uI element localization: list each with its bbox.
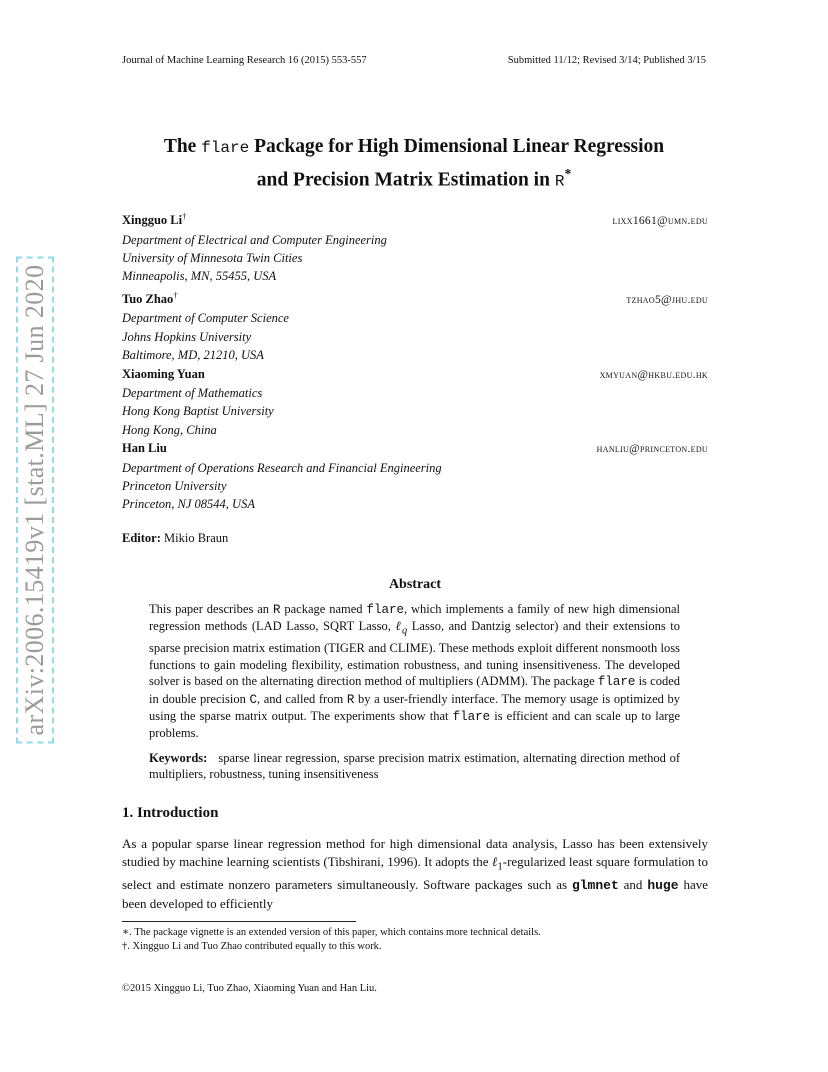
author-email[interactable]: xmyuan@hkbu.edu.hk	[599, 368, 708, 381]
affiliation-line: Department of Computer Science	[122, 311, 289, 326]
title-package-name: flare	[201, 139, 250, 157]
affiliation-line: Johns Hopkins University	[122, 329, 252, 344]
author-name: Han Liu	[122, 441, 167, 456]
author-entry	[122, 439, 708, 514]
copyright-line: ©2015 Xingguo Li, Tuo Zhao, Xiaoming Yuan and Han Liu.	[122, 983, 377, 994]
affiliation-line: Baltimore, MD, 21210, USA	[122, 348, 264, 363]
editor-name: Mikio Braun	[164, 531, 229, 545]
footnote-2: †. Xingguo Li and Tuo Zhao contributed equally to this work.	[122, 941, 382, 952]
author-footnote-mark: †	[173, 289, 178, 300]
keywords-label: Keywords:	[149, 751, 208, 765]
affiliation-line: Princeton University	[122, 479, 227, 493]
submission-dates: Submitted 11/12; Revised 3/14; Published 3/15	[507, 55, 706, 66]
editor-label: Editor:	[122, 531, 161, 545]
title-line-2: and Precision Matrix Estimation in R*	[256, 166, 572, 191]
author-entry	[122, 286, 708, 365]
author-name: Xingguo Li	[122, 213, 183, 228]
author-email[interactable]: lixx1661@umn.edu	[612, 215, 708, 228]
arxiv-stamp-text: arXiv:2006.15419v1 [stat.ML] 27 Jun 2020	[16, 257, 54, 744]
arxiv-stamp	[14, 254, 56, 746]
affiliation-line: Hong Kong, China	[122, 422, 217, 437]
abstract-heading: Abstract	[388, 577, 442, 592]
huge-package: huge	[647, 878, 679, 894]
affiliation-line: Minneapolis, MN, 55455, USA	[122, 269, 277, 284]
journal-header: Journal of Machine Learning Research 16 (2015) 553-557	[122, 55, 367, 66]
abstract-text: This paper describes an R package named flare, which implements a family of new high dimensional regression methods (LAD Lasso, SQRT Lasso, ℓ$_q$ Lasso, and Dantzig selector) and their extensions to sparse precision matrix estimation (TIGER and CLIME). These methods exploit different nonsmooth loss functions to gain modeling flexibility, estimation robustness, and tuning insensitiveness. The developed solver is based on the alternating direction method of multipliers (ADMM). The package flare is coded in double precision C, and called from R by a user-friendly interface. The memory usage is optimized by using the sparse matrix output. The experiments show that flare is efficient and can scale up to large problems.	[149, 602, 681, 741]
author-email[interactable]: tzhao5@jhu.edu	[626, 293, 708, 306]
author-name: Tuo Zhao	[122, 291, 174, 306]
paper-title	[90, 134, 738, 195]
affiliation-line: University of Minnesota Twin Cities	[122, 250, 303, 265]
affiliation-line: Department of Operations Research and Financial Engineering	[122, 460, 442, 475]
author-name: Xiaoming Yuan	[122, 366, 205, 381]
author-entry	[122, 365, 708, 440]
title-line-1: The flare Package for High Dimensional Linear Regression	[163, 136, 665, 157]
author-email[interactable]: hanliu@princeton.edu	[596, 443, 708, 456]
section-heading: 1. Introduction	[122, 805, 219, 821]
intro-paragraph: As a popular sparse linear regression method for high dimensional data analysis, Lasso has been extensively studied by machine learning scientists (Tibshirani, 1996). It adopts the ℓ$_1$-regularized least square formulation to select and estimate nonzero parameters simultaneously. Software packages such as glmnet and huge have been developed to efficiently	[122, 836, 708, 912]
glmnet-package: glmnet	[571, 878, 619, 894]
keywords	[149, 750, 680, 783]
footnote-rule	[122, 921, 356, 922]
author-block	[122, 207, 708, 514]
author-entry	[122, 207, 708, 286]
title-footnote-mark: *	[564, 166, 572, 181]
keywords-text: sparse linear regression, sparse precision matrix estimation, alternating direction method of multipliers, robustness, tuning insensitiveness	[149, 751, 680, 782]
editor-line	[122, 531, 228, 546]
affiliation-line: Princeton, NJ 08544, USA	[122, 497, 255, 512]
author-footnote-mark: †	[182, 211, 187, 221]
affiliation-line: Hong Kong Baptist University	[122, 404, 274, 419]
title-language: R	[554, 172, 565, 191]
footnote-1: ∗. The package vignette is an extended version of this paper, which contains more technical details.	[122, 927, 541, 938]
affiliation-line: Department of Mathematics	[122, 385, 263, 400]
affiliation-line: Department of Electrical and Computer Engineering	[122, 232, 387, 247]
